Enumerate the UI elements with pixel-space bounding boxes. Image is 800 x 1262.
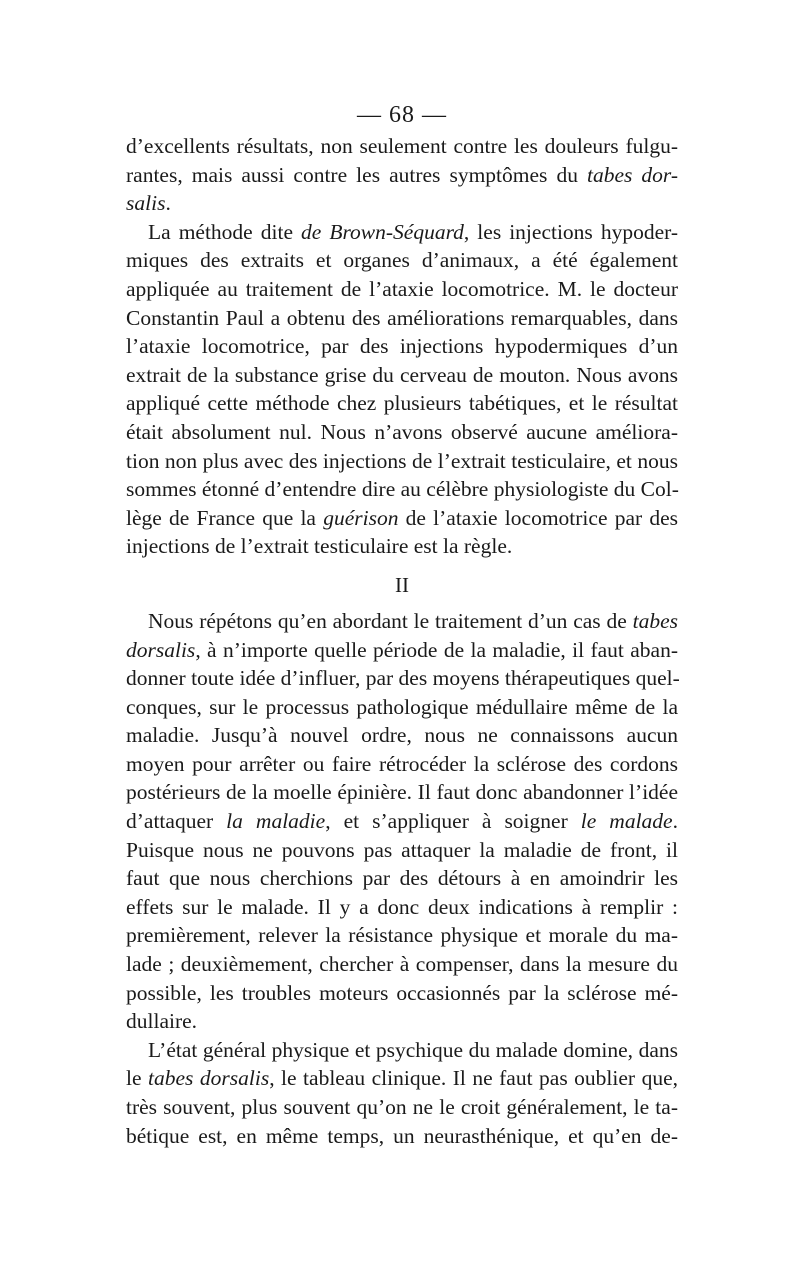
italic-text: guérison xyxy=(323,505,399,530)
italic-text: salis xyxy=(126,191,166,216)
text-line: Puisque nous ne pouvons pas attaquer la maladie de front, il xyxy=(126,837,678,862)
text-line: appliqué cette méthode chez plusieurs tabétiques, et le résultat xyxy=(126,391,678,416)
text-line: salis. xyxy=(126,191,171,216)
text-line: rantes, mais aussi contre les autres symptômes du tabes dor- xyxy=(126,162,678,187)
text-line: premièrement, relever la résistance physique et morale du ma- xyxy=(126,923,678,948)
text-line: Nous répétons qu’en abordant le traitement d’un cas de tabes xyxy=(148,608,678,633)
text-line: tion non plus avec des injections de l’extrait testiculaire, et nous xyxy=(126,448,678,473)
paragraph-2 xyxy=(126,218,678,561)
text-line: Constantin Paul a obtenu des améliorations remarquables, dans xyxy=(126,305,678,330)
text-line: d’attaquer la maladie, et s’appliquer à soigner le malade. xyxy=(126,809,678,834)
text-line: conques, sur le processus pathologique médullaire même de la xyxy=(126,694,678,719)
italic-text: le malade xyxy=(580,809,673,834)
text-line: postérieurs de la moelle épinière. Il faut donc abandonner l’idée xyxy=(126,780,678,805)
section-heading: II xyxy=(395,572,409,597)
text-line: l’ataxie locomotrice, par des injections hypodermiques d’un xyxy=(126,334,678,359)
text-line: sommes étonné d’entendre dire au célèbre physiologiste du Col- xyxy=(126,477,679,502)
text-line: d’excellents résultats, non seulement contre les douleurs fulgu- xyxy=(126,134,678,158)
paragraph-1 xyxy=(126,132,678,218)
text-line: lège de France que la guérison de l’ataxie locomotrice par des xyxy=(126,505,679,530)
text-line: dorsalis, à n’importe quelle période de la maladie, il faut aban- xyxy=(126,637,678,662)
italic-text: tabes dorsalis xyxy=(148,1066,270,1091)
page-number: — 68 — xyxy=(357,102,447,128)
text-line: extrait de la substance grise du cerveau de mouton. Nous avons xyxy=(126,362,678,387)
text-line: appliquée au traitement de l’ataxie locomotrice. M. le docteur xyxy=(126,276,678,301)
paragraph-3 xyxy=(126,607,678,1036)
text-line: effets sur le malade. Il y a donc deux indications à remplir : xyxy=(126,894,678,919)
italic-text: la maladie xyxy=(226,809,326,834)
text-line: le tabes dorsalis, le tableau clinique. Il ne faut pas oublier que, xyxy=(126,1066,678,1091)
italic-text: de Brown-Séquard xyxy=(301,219,464,244)
book-page xyxy=(126,100,678,1150)
text-line: bétique est, en même temps, un neurasthénique, et qu’en de- xyxy=(126,1123,678,1148)
italic-text: dorsalis xyxy=(126,637,196,662)
text-line: moyen pour arrêter ou faire rétrocéder la sclérose des cordons xyxy=(126,751,678,776)
italic-text: tabes xyxy=(632,608,678,633)
italic-text: tabes dor- xyxy=(586,162,678,187)
text-line: dullaire. xyxy=(126,1009,198,1034)
text-line: possible, les troubles moteurs occasionnés par la sclérose mé- xyxy=(126,980,678,1005)
text-line: faut que nous cherchions par des détours à en amoindrir les xyxy=(126,866,678,891)
paragraph-4 xyxy=(126,1036,678,1150)
text-line: miques des extraits et organes d’animaux, a été également xyxy=(126,248,678,273)
text-line: très souvent, plus souvent qu’on ne le croit généralement, le ta- xyxy=(126,1095,678,1119)
text-line: donner toute idée d’influer, par des moyens thérapeutiques quel- xyxy=(126,666,680,691)
text-line: L’état général physique et psychique du malade domine, dans xyxy=(148,1037,678,1062)
text-line: était absolument nul. Nous n’avons observé aucune améliora- xyxy=(126,419,678,444)
text-line: La méthode dite de Brown-Séquard, les injections hypoder- xyxy=(148,219,679,244)
text-line: lade ; deuxièmement, chercher à compenser, dans la mesure du xyxy=(126,952,678,977)
text-line: injections de l’extrait testiculaire est la règle. xyxy=(126,534,513,559)
text-line: maladie. Jusqu’à nouvel ordre, nous ne connaissons aucun xyxy=(126,723,678,748)
